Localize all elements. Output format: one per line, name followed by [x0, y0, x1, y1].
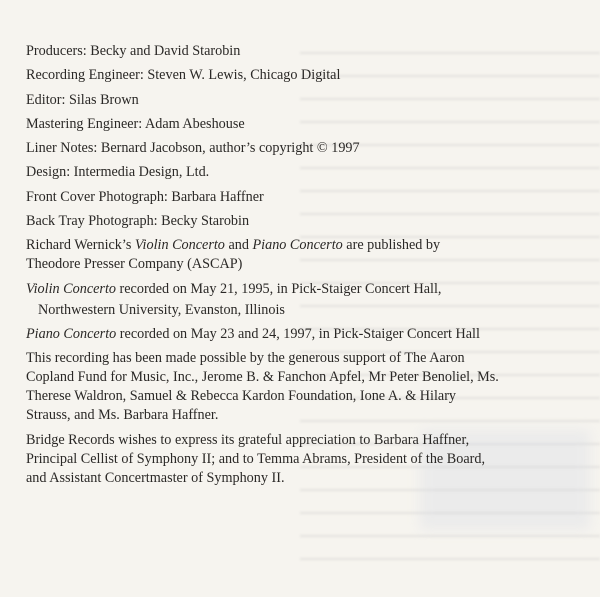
credit-back-tray: Back Tray Photograph: Becky Starobin — [26, 213, 250, 230]
credit-publisher — [26, 236, 586, 274]
credit-design: Design: Intermedia Design, Ltd. — [26, 164, 210, 181]
credit-editor: Editor: Silas Brown — [26, 91, 139, 108]
publisher-suffix: are published by — [342, 237, 441, 254]
credits-list — [26, 42, 586, 493]
support-line: This recording has been made possible by the generous support of The Aaron — [26, 350, 465, 367]
appreciation-line: Bridge Records wishes to express its grateful appreciation to Barbara Haffner, — [26, 431, 470, 448]
credit-appreciation — [26, 431, 586, 488]
credit-recording-engineer: Recording Engineer: Steven W. Lewis, Chicago Digital — [26, 67, 341, 84]
credit-producers: Producers: Becky and David Starobin — [26, 43, 241, 59]
credit-front-cover: Front Cover Photograph: Barbara Haffner — [26, 188, 264, 205]
publisher-work-piano: Piano Concerto — [252, 237, 343, 254]
support-line: Strauss, and Ms. Barbara Haffner. — [26, 407, 219, 424]
violin-recording-work: Violin Concerto — [26, 280, 116, 297]
publisher-and: and — [224, 237, 253, 254]
credit-violin-recording — [26, 280, 586, 299]
piano-recording-line-1: recorded on May 23 and 24, 1997, in Pick-Staiger Concert Hall — [116, 325, 480, 342]
appreciation-line: Principal Cellist of Symphony II; and to Temma Abrams, President of the Board, — [26, 450, 485, 467]
appreciation-line: and Assistant Concertmaster of Symphony II. — [26, 469, 285, 486]
publisher-work-violin: Violin Concerto — [134, 237, 225, 254]
violin-recording-line-2: Northwestern University, Evanston, Illinois — [38, 301, 285, 318]
publisher-line-1 — [26, 236, 586, 255]
credit-liner-notes: Liner Notes: Bernard Jacobson, author’s copyright © 1997 — [26, 140, 360, 157]
publisher-prefix: Richard Wernick’s — [26, 237, 135, 254]
credit-support — [26, 349, 586, 425]
support-line: Therese Waldron, Samuel & Rebecca Kardon Foundation, Ione A. & Hilary — [26, 388, 457, 405]
piano-recording-work: Piano Concerto — [26, 325, 117, 342]
credit-piano-recording — [26, 325, 586, 344]
publisher-line-2: Theodore Presser Company (ASCAP) — [26, 256, 243, 273]
violin-recording-line-1: recorded on May 21, 1995, in Pick-Staiger Concert Hall, — [115, 280, 442, 297]
credit-mastering-engineer: Mastering Engineer: Adam Abeshouse — [26, 115, 245, 132]
support-line: Copland Fund for Music, Inc., Jerome B. & Fanchon Apfel, Mr Peter Benoliel, Ms. — [26, 369, 499, 386]
